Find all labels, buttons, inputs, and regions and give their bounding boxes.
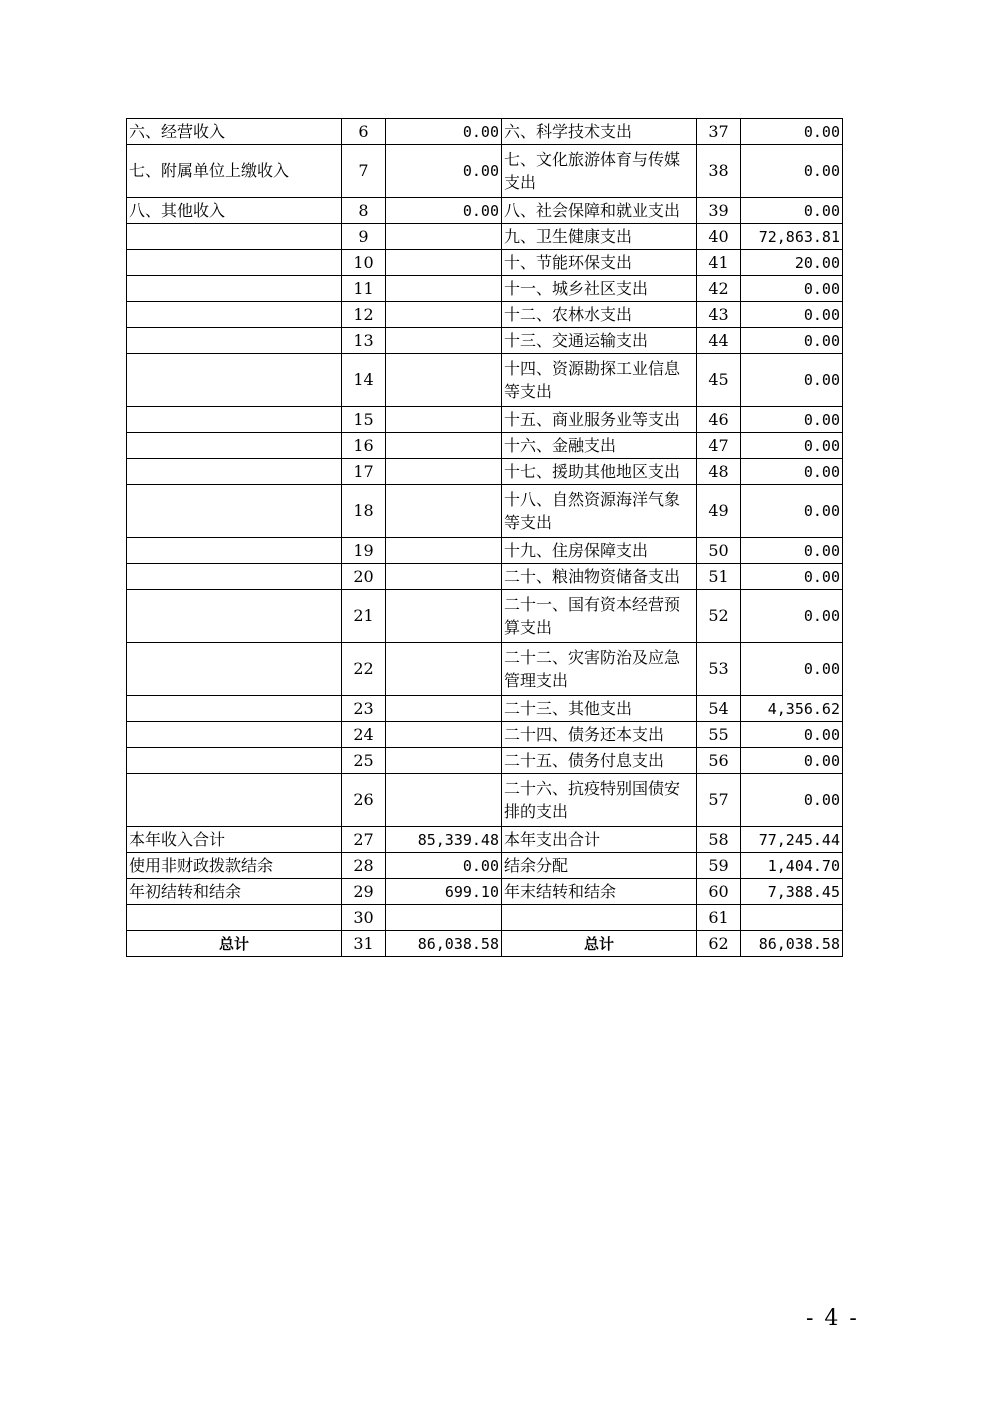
expense-item: 二十四、债务还本支出	[502, 722, 697, 748]
expense-item: 八、社会保障和就业支出	[502, 198, 697, 224]
income-amount	[386, 538, 502, 564]
income-line-number: 15	[342, 407, 386, 433]
income-item: 六、经营收入	[127, 119, 342, 145]
expense-line-number: 60	[697, 879, 741, 905]
income-item	[127, 485, 342, 538]
income-item	[127, 459, 342, 485]
expense-amount: 0.00	[741, 590, 843, 643]
income-line-number: 7	[342, 145, 386, 198]
expense-amount: 0.00	[741, 302, 843, 328]
expense-amount: 0.00	[741, 643, 843, 696]
expense-item: 年末结转和结余	[502, 879, 697, 905]
income-amount	[386, 722, 502, 748]
expense-line-number: 49	[697, 485, 741, 538]
expense-item: 二十三、其他支出	[502, 696, 697, 722]
expense-item: 十八、自然资源海洋气象等支出	[502, 485, 697, 538]
income-amount	[386, 433, 502, 459]
table-row	[127, 145, 843, 198]
table-row	[127, 459, 843, 485]
table-row	[127, 748, 843, 774]
expense-amount: 0.00	[741, 145, 843, 198]
expense-amount: 0.00	[741, 119, 843, 145]
income-amount	[386, 590, 502, 643]
income-item: 年初结转和结余	[127, 879, 342, 905]
expense-line-number: 38	[697, 145, 741, 198]
income-amount	[386, 643, 502, 696]
expense-amount: 0.00	[741, 564, 843, 590]
income-amount	[386, 250, 502, 276]
expense-amount: 77,245.44	[741, 827, 843, 853]
expense-item: 七、文化旅游体育与传媒支出	[502, 145, 697, 198]
expense-item: 二十五、债务付息支出	[502, 748, 697, 774]
income-line-number: 29	[342, 879, 386, 905]
table-row	[127, 590, 843, 643]
expense-item: 十四、资源勘探工业信息等支出	[502, 354, 697, 407]
income-item	[127, 722, 342, 748]
income-expense-table	[126, 118, 843, 957]
income-item	[127, 905, 342, 931]
expense-amount: 0.00	[741, 198, 843, 224]
table-row	[127, 696, 843, 722]
income-amount	[386, 748, 502, 774]
income-line-number: 26	[342, 774, 386, 827]
table-row	[127, 276, 843, 302]
expense-amount: 1,404.70	[741, 853, 843, 879]
expense-line-number: 55	[697, 722, 741, 748]
income-item	[127, 774, 342, 827]
table-row	[127, 827, 843, 853]
income-line-number: 30	[342, 905, 386, 931]
income-line-number: 14	[342, 354, 386, 407]
expense-item	[502, 905, 697, 931]
expense-amount: 0.00	[741, 459, 843, 485]
expense-line-number: 53	[697, 643, 741, 696]
expense-line-number: 39	[697, 198, 741, 224]
expense-amount: 0.00	[741, 354, 843, 407]
income-line-number: 25	[342, 748, 386, 774]
expense-item: 十七、援助其他地区支出	[502, 459, 697, 485]
expense-line-number: 61	[697, 905, 741, 931]
expense-item: 十三、交通运输支出	[502, 328, 697, 354]
table-row	[127, 853, 843, 879]
expense-line-number: 46	[697, 407, 741, 433]
income-amount	[386, 354, 502, 407]
table-row	[127, 879, 843, 905]
expense-line-number: 54	[697, 696, 741, 722]
income-item	[127, 433, 342, 459]
expense-line-number: 50	[697, 538, 741, 564]
expense-item: 二十、粮油物资储备支出	[502, 564, 697, 590]
income-item: 八、其他收入	[127, 198, 342, 224]
income-amount: 85,339.48	[386, 827, 502, 853]
income-amount	[386, 302, 502, 328]
table-row	[127, 354, 843, 407]
expense-line-number: 42	[697, 276, 741, 302]
table-row	[127, 905, 843, 931]
income-item	[127, 590, 342, 643]
expense-item: 十五、商业服务业等支出	[502, 407, 697, 433]
expense-item: 十、节能环保支出	[502, 250, 697, 276]
table-row	[127, 302, 843, 328]
income-line-number: 16	[342, 433, 386, 459]
income-line-number: 17	[342, 459, 386, 485]
table-row	[127, 931, 843, 957]
income-amount	[386, 696, 502, 722]
expense-item: 十一、城乡社区支出	[502, 276, 697, 302]
expense-item: 六、科学技术支出	[502, 119, 697, 145]
expense-amount: 0.00	[741, 538, 843, 564]
table-row	[127, 119, 843, 145]
table-row	[127, 774, 843, 827]
income-line-number: 23	[342, 696, 386, 722]
income-item	[127, 328, 342, 354]
expense-line-number: 56	[697, 748, 741, 774]
table-row	[127, 433, 843, 459]
table-row	[127, 328, 843, 354]
income-amount: 0.00	[386, 145, 502, 198]
income-amount	[386, 564, 502, 590]
expense-item: 结余分配	[502, 853, 697, 879]
income-line-number: 19	[342, 538, 386, 564]
table-row	[127, 643, 843, 696]
expense-line-number: 44	[697, 328, 741, 354]
expense-line-number: 51	[697, 564, 741, 590]
income-line-number: 27	[342, 827, 386, 853]
expense-amount: 0.00	[741, 485, 843, 538]
income-item	[127, 564, 342, 590]
expense-item: 十二、农林水支出	[502, 302, 697, 328]
income-item	[127, 748, 342, 774]
table-row	[127, 250, 843, 276]
income-amount: 0.00	[386, 119, 502, 145]
income-amount: 0.00	[386, 198, 502, 224]
expense-item: 二十六、抗疫特别国债安排的支出	[502, 774, 697, 827]
income-amount: 0.00	[386, 853, 502, 879]
income-line-number: 24	[342, 722, 386, 748]
expense-amount: 0.00	[741, 433, 843, 459]
income-item	[127, 354, 342, 407]
income-amount	[386, 328, 502, 354]
expense-item: 二十一、国有资本经营预算支出	[502, 590, 697, 643]
income-line-number: 22	[342, 643, 386, 696]
expense-amount: 0.00	[741, 276, 843, 302]
expense-line-number: 52	[697, 590, 741, 643]
expense-line-number: 47	[697, 433, 741, 459]
income-item	[127, 276, 342, 302]
table-row	[127, 407, 843, 433]
income-amount	[386, 485, 502, 538]
income-line-number: 12	[342, 302, 386, 328]
expense-line-number: 41	[697, 250, 741, 276]
income-line-number: 8	[342, 198, 386, 224]
grand-total-label: 总计	[127, 931, 342, 957]
expense-amount: 0.00	[741, 774, 843, 827]
expense-item: 九、卫生健康支出	[502, 224, 697, 250]
expense-line-number: 48	[697, 459, 741, 485]
expense-amount	[741, 905, 843, 931]
table-row	[127, 722, 843, 748]
table-row	[127, 564, 843, 590]
expense-amount: 0.00	[741, 748, 843, 774]
income-line-number: 20	[342, 564, 386, 590]
expense-item: 十六、金融支出	[502, 433, 697, 459]
income-line-number: 13	[342, 328, 386, 354]
income-item	[127, 224, 342, 250]
expense-amount: 7,388.45	[741, 879, 843, 905]
table-row	[127, 224, 843, 250]
income-item: 使用非财政拨款结余	[127, 853, 342, 879]
expense-amount: 0.00	[741, 328, 843, 354]
expense-line-number: 45	[697, 354, 741, 407]
income-amount: 699.10	[386, 879, 502, 905]
expense-line-number: 59	[697, 853, 741, 879]
income-line-number: 28	[342, 853, 386, 879]
income-line-number: 21	[342, 590, 386, 643]
income-item	[127, 302, 342, 328]
table-row	[127, 198, 843, 224]
expense-item: 十九、住房保障支出	[502, 538, 697, 564]
expense-amount: 20.00	[741, 250, 843, 276]
income-item	[127, 643, 342, 696]
expense-line-number: 37	[697, 119, 741, 145]
income-amount	[386, 407, 502, 433]
income-item: 七、附属单位上缴收入	[127, 145, 342, 198]
expense-line-number: 40	[697, 224, 741, 250]
income-line-number: 31	[342, 931, 386, 957]
expense-amount: 72,863.81	[741, 224, 843, 250]
income-item	[127, 538, 342, 564]
income-line-number: 10	[342, 250, 386, 276]
expense-amount: 4,356.62	[741, 696, 843, 722]
expense-line-number: 43	[697, 302, 741, 328]
expense-line-number: 58	[697, 827, 741, 853]
expense-line-number: 62	[697, 931, 741, 957]
expense-amount: 86,038.58	[741, 931, 843, 957]
expense-amount: 0.00	[741, 722, 843, 748]
income-amount	[386, 224, 502, 250]
income-line-number: 11	[342, 276, 386, 302]
income-line-number: 6	[342, 119, 386, 145]
income-line-number: 18	[342, 485, 386, 538]
expense-item: 二十二、灾害防治及应急管理支出	[502, 643, 697, 696]
income-item	[127, 696, 342, 722]
expense-item: 本年支出合计	[502, 827, 697, 853]
table-row	[127, 485, 843, 538]
page-number: - 4 -	[806, 1306, 859, 1331]
income-item	[127, 250, 342, 276]
income-line-number: 9	[342, 224, 386, 250]
income-amount	[386, 459, 502, 485]
grand-total-label: 总计	[502, 931, 697, 957]
income-item	[127, 407, 342, 433]
income-amount	[386, 905, 502, 931]
expense-amount: 0.00	[741, 407, 843, 433]
expense-line-number: 57	[697, 774, 741, 827]
table-row	[127, 538, 843, 564]
income-item: 本年收入合计	[127, 827, 342, 853]
income-amount	[386, 774, 502, 827]
income-amount	[386, 276, 502, 302]
income-amount: 86,038.58	[386, 931, 502, 957]
